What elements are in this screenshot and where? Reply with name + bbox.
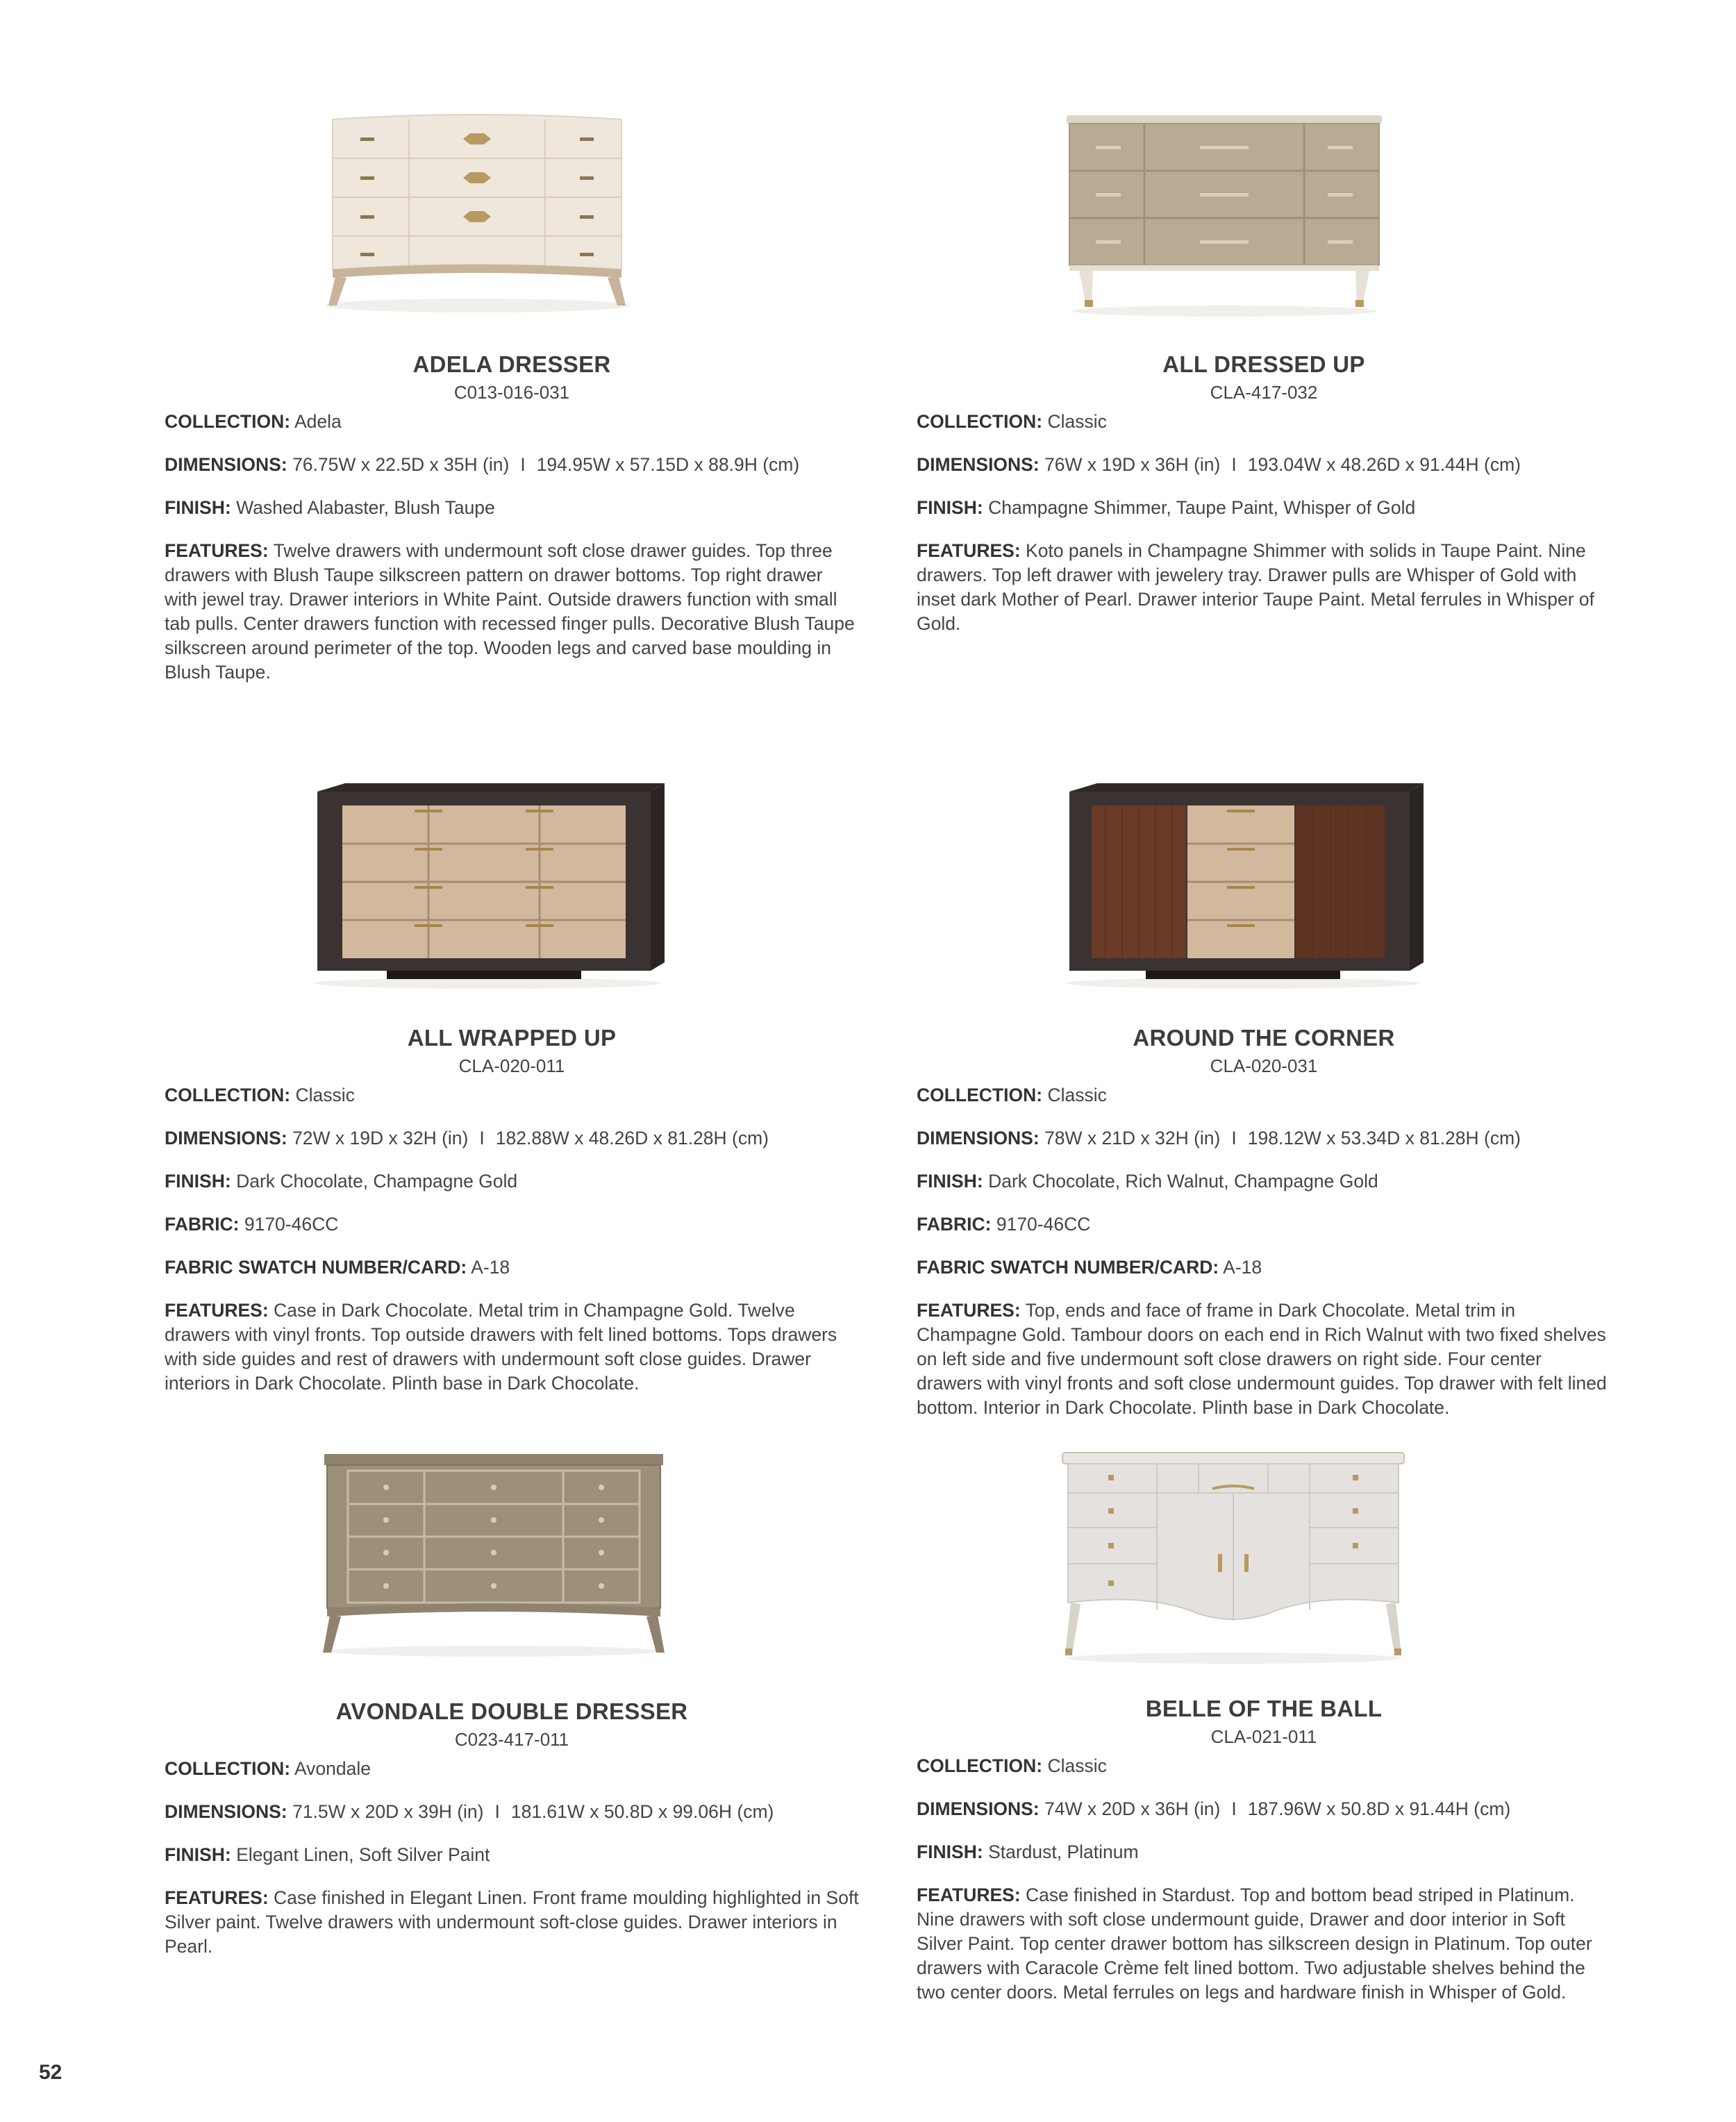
spec-features: FEATURES: Twelve drawers with undermount soft close drawer guides. Top three drawers with Blush Taupe silkscreen pattern on drawer bottoms. Top right drawer with jewel tray. Drawer interiors in White Paint. Outside drawers function with small tab pulls. Center drawers function with recessed finger pulls. Decorative Blush Taupe silkscreen around perimeter of the top. Wooden legs and carved base moulding in Blush Taupe. bbox=[165, 540, 855, 683]
spec-fabric-swatch: FABRIC SWATCH NUMBER/CARD: A-18 bbox=[165, 1257, 510, 1278]
product-specs bbox=[917, 1083, 1611, 1439]
page-number: 52 bbox=[39, 2061, 62, 2084]
product-title: ADELA DRESSER bbox=[412, 351, 611, 377]
product-sku: C013-016-031 bbox=[453, 382, 570, 403]
product-title: ALL DRESSED UP bbox=[1162, 351, 1365, 377]
product-sku: CLA-020-031 bbox=[1210, 1055, 1318, 1076]
spec-collection: COLLECTION: Avondale bbox=[165, 1758, 371, 1779]
spec-dimensions: DIMENSIONS: 78W x 21D x 32H (in) I 198.12W x 53.34D x 81.28H (cm) bbox=[917, 1128, 1521, 1148]
product-sku: CLA-021-011 bbox=[1210, 1726, 1317, 1747]
spec-features: FEATURES: Case finished in Stardust. Top and bottom bead striped in Platinum. Nine drawers with soft close undermount guide, Drawer and door interior in Soft Silver Paint. Top center drawer bottom has silkscreen design in Platinum. Top outer drawers with Caracole Crème felt lined bottom. Two adjustable shelves behind the two center doors. Metal ferrules on legs and hardware finish in Whisper of Gold. bbox=[917, 1885, 1592, 2003]
spec-fabric-swatch: FABRIC SWATCH NUMBER/CARD: A-18 bbox=[917, 1257, 1262, 1278]
spec-features: FEATURES: Koto panels in Champagne Shimmer with solids in Taupe Paint. Nine drawers. Top left drawer with jewelery tray. Drawer pulls are Whisper of Gold with inset dark Mother of Pearl. Drawer interior Taupe Paint. Metal ferrules in Whisper of Gold. bbox=[917, 540, 1595, 634]
product-image bbox=[319, 104, 635, 312]
product-sku: CLA-020-011 bbox=[458, 1055, 565, 1076]
product-image bbox=[320, 1450, 667, 1658]
spec-features: FEATURES: Case finished in Elegant Linen. Front frame moulding highlighted in Soft Silver paint. Twelve drawers with undermount soft-close guides. Drawer interiors in Pearl. bbox=[165, 1887, 859, 1957]
spec-collection: COLLECTION: Classic bbox=[165, 1085, 355, 1105]
spec-collection: COLLECTION: Adela bbox=[165, 411, 342, 432]
spec-collection: COLLECTION: Classic bbox=[917, 411, 1107, 432]
product-title: AVONDALE DOUBLE DRESSER bbox=[335, 1698, 688, 1724]
spec-finish: FINISH: Champagne Shimmer, Taupe Paint, Whisper of Gold bbox=[917, 497, 1416, 518]
spec-fabric: FABRIC: 9170-46CC bbox=[917, 1214, 1091, 1235]
product-image bbox=[1055, 780, 1430, 989]
product-title: AROUND THE CORNER bbox=[1133, 1025, 1395, 1051]
product-specs bbox=[165, 1757, 859, 1978]
product-title: ALL WRAPPED UP bbox=[407, 1025, 617, 1051]
spec-dimensions: DIMENSIONS: 72W x 19D x 32H (in) I 182.88W x 48.26D x 81.28H (cm) bbox=[165, 1128, 769, 1148]
spec-dimensions: DIMENSIONS: 76W x 19D x 36H (in) I 193.04W x 48.26D x 91.44H (cm) bbox=[917, 454, 1521, 475]
spec-fabric: FABRIC: 9170-46CC bbox=[165, 1214, 339, 1235]
spec-features: FEATURES: Top, ends and face of frame in Dark Chocolate. Metal trim in Champagne Gold. Tambour doors on each end in Rich Walnut with two fixed shelves on left side and five undermount soft close drawers on right side. Four center drawers with vinyl fronts and soft close undermount guides. Top drawer with felt lined bottom. Interior in Dark Chocolate. Plinth base in Dark Chocolate. bbox=[917, 1300, 1607, 1418]
product-sku: C023-417-011 bbox=[454, 1729, 569, 1750]
product-specs bbox=[165, 1083, 859, 1414]
product-image bbox=[1061, 108, 1387, 317]
product-specs bbox=[917, 1754, 1611, 2023]
spec-dimensions: DIMENSIONS: 74W x 20D x 36H (in) I 187.96W x 50.8D x 91.44H (cm) bbox=[917, 1798, 1511, 1819]
spec-dimensions: DIMENSIONS: 71.5W x 20D x 39H (in) I 181.61W x 50.8D x 99.06H (cm) bbox=[165, 1801, 774, 1822]
spec-finish: FINISH: Dark Chocolate, Rich Walnut, Champagne Gold bbox=[917, 1171, 1378, 1192]
spec-collection: COLLECTION: Classic bbox=[917, 1085, 1107, 1105]
spec-collection: COLLECTION: Classic bbox=[917, 1755, 1107, 1776]
product-image bbox=[303, 780, 671, 989]
spec-finish: FINISH: Washed Alabaster, Blush Taupe bbox=[165, 497, 495, 518]
product-sku: CLA-417-032 bbox=[1210, 382, 1318, 403]
spec-finish: FINISH: Dark Chocolate, Champagne Gold bbox=[165, 1171, 518, 1192]
spec-features: FEATURES: Case in Dark Chocolate. Metal trim in Champagne Gold. Twelve drawers with vinyl fronts. Top outside drawers with felt lined bottoms. Tops drawers with side guides and rest of drawers with undermount soft close guides. Drawer interiors in Dark Chocolate. Plinth base in Dark Chocolate. bbox=[165, 1300, 837, 1394]
product-title: BELLE OF THE BALL bbox=[1145, 1696, 1383, 1721]
spec-finish: FINISH: Elegant Linen, Soft Silver Paint bbox=[165, 1844, 490, 1865]
product-specs bbox=[917, 410, 1611, 655]
product-image bbox=[1060, 1450, 1407, 1665]
product-specs bbox=[165, 410, 859, 703]
spec-finish: FINISH: Stardust, Platinum bbox=[917, 1841, 1139, 1862]
spec-dimensions: DIMENSIONS: 76.75W x 22.5D x 35H (in) I 194.95W x 57.15D x 88.9H (cm) bbox=[165, 454, 800, 475]
